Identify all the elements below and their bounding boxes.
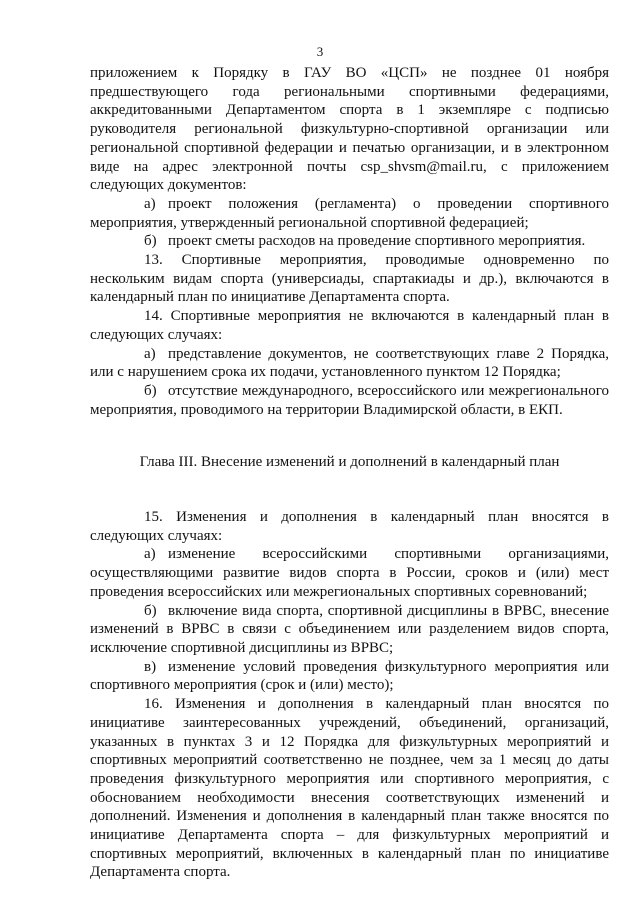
list-marker: б): [144, 602, 157, 619]
list-item-b-1: [90, 232, 609, 251]
list-item-text: проект сметы расходов на проведение спортивного мероприятия.: [168, 233, 586, 250]
document-body: [90, 64, 609, 882]
list-marker: в): [144, 658, 157, 675]
list-item-b-2: [90, 382, 609, 419]
list-marker: а): [144, 195, 156, 212]
list-item-a-1: [90, 195, 609, 232]
list-item-v-3: [90, 658, 609, 695]
paragraph-12-continuation: приложением к Порядку в ГАУ ВО «ЦСП» не позднее 01 ноября предшествующего года региональными спортивными федерациями, аккредитованными Департаментом спорта в 1 экземпляре с подписью руководителя региональной физкультурно-спортивной организации или региональной спортивной федерации и печатью организации, и в электронном виде на адрес электронной почты csp_shvsm@mail.ru, с приложением следующих документов:: [90, 65, 609, 194]
list-item-text: изменение всероссийскими спортивными организациями, осуществляющими развитие видов спорта в России, сроков и (или) мест проведения всероссийских или межрегиональных спортивных соревнований;: [90, 546, 609, 600]
list-item-text: отсутствие международного, всероссийского или межрегионального мероприятия, проводимого на территории Владимирской области, в ЕКП.: [90, 382, 609, 418]
list-marker: б): [144, 382, 157, 399]
list-item-text: изменение условий проведения физкультурного мероприятия или спортивного мероприятия (срок и (или) место);: [90, 658, 609, 694]
list-marker: а): [144, 345, 156, 362]
list-item-text: включение вида спорта, спортивной дисциплины в ВРВС, внесение изменений в ВРВС в связи с объединением или разделением видов спорта, исключение спортивной дисциплины из ВРВС;: [90, 602, 609, 656]
paragraph-14: 14. Спортивные мероприятия не включаются в календарный план в следующих случаях:: [90, 308, 609, 343]
list-item-a-3: [90, 545, 609, 601]
paragraph-16: 16. Изменения и дополнения в календарный план вносятся по инициативе заинтересованных учреждений, объединений, организаций, указанных в пунктах 3 и 12 Порядка для физкультурных мероприятий и спортивных мероприятий соответственно не позднее, чем за 1 месяц до даты проведения физкультурного мероприятия или спортивного мероприятия, с обоснованием необходимости внесения соответствующих изменений и дополнений. Изменения и дополнения в календарный план также вносятся по инициативе Департамента спорта – для физкультурных мероприятий и спортивных мероприятий, включенных в календарный план по инициативе Департамента спорта.: [90, 696, 609, 881]
paragraph-15: 15. Изменения и дополнения в календарный план вносятся в следующих случаях:: [90, 509, 609, 544]
list-item-a-2: [90, 345, 609, 382]
list-marker: а): [144, 546, 156, 563]
list-marker: б): [144, 233, 157, 250]
list-item-text: представление документов, не соответствующих главе 2 Порядка, или с нарушением срока их подачи, установленного пунктом 12 Порядка;: [90, 345, 609, 381]
paragraph-13: 13. Спортивные мероприятия, проводимые одновременно по нескольким видам спорта (универсиады, спартакиады и др.), включаются в календарный план по инициативе Департамента спорта.: [90, 252, 609, 306]
chapter-heading: Глава III. Внесение изменений и дополнений в календарный план: [139, 454, 560, 471]
list-item-b-3: [90, 602, 609, 658]
page-number: 3: [316, 44, 324, 59]
list-item-text: проект положения (регламента) о проведении спортивного мероприятия, утвержденный региональной спортивной федерацией;: [90, 195, 609, 231]
